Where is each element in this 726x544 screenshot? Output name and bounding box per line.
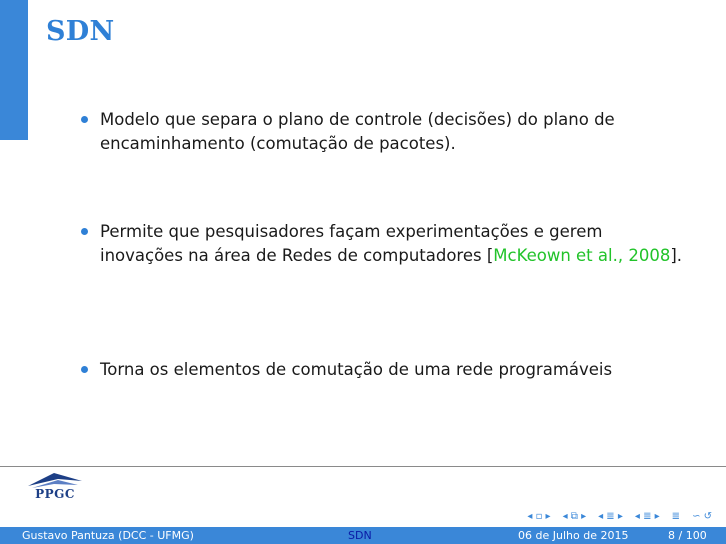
- nav-section-icon[interactable]: ◂ ≣ ▸: [598, 511, 623, 522]
- nav-toc-icon[interactable]: ≣: [671, 511, 681, 522]
- bullet-text-after: ].: [670, 246, 683, 265]
- nav-search-icon[interactable]: ∽ ↺: [692, 511, 712, 522]
- bullet-text: Modelo que separa o plano de controle (decisões) do plano de encaminhamento (comutação de pacotes).: [100, 110, 615, 153]
- footer-divider: [0, 466, 726, 467]
- footer-short-title[interactable]: SDN: [348, 529, 372, 542]
- footer-bar: [0, 527, 726, 544]
- nav-frame-icon[interactable]: ◂ ▫ ▸: [527, 511, 551, 522]
- logo-text: PPGC: [35, 487, 75, 501]
- slide-title: SDN: [46, 16, 115, 47]
- nav-subsection-icon[interactable]: ◂ ⧉ ▸: [562, 511, 587, 522]
- bullet-item: [80, 220, 690, 268]
- bullet-text: [80, 220, 690, 268]
- nav-subsubsection-icon[interactable]: ◂ ≣ ▸: [634, 511, 660, 522]
- bullet-text-main: Permite que pesquisadores façam experimentações e gerem inovações na área de Redes de computadores [: [100, 222, 603, 265]
- beamer-navigation: [527, 510, 712, 524]
- bullet-dot-icon: [81, 366, 88, 373]
- bullet-dot-icon: [81, 228, 88, 235]
- bullet-text: Torna os elementos de comutação de uma rede programáveis: [100, 360, 613, 379]
- bullet-item: [80, 358, 690, 382]
- bullet-item: [80, 108, 690, 156]
- footer-page-number: 8 / 100: [668, 529, 707, 542]
- bullet-dot-icon: [81, 116, 88, 123]
- footer-author: Gustavo Pantuza (DCC - UFMG): [22, 529, 194, 542]
- footer-date: 06 de Julho de 2015: [518, 529, 629, 542]
- ppgc-logo: [24, 470, 86, 504]
- citation-link[interactable]: McKeown et al., 2008: [493, 246, 671, 265]
- side-accent-bar: [0, 0, 28, 140]
